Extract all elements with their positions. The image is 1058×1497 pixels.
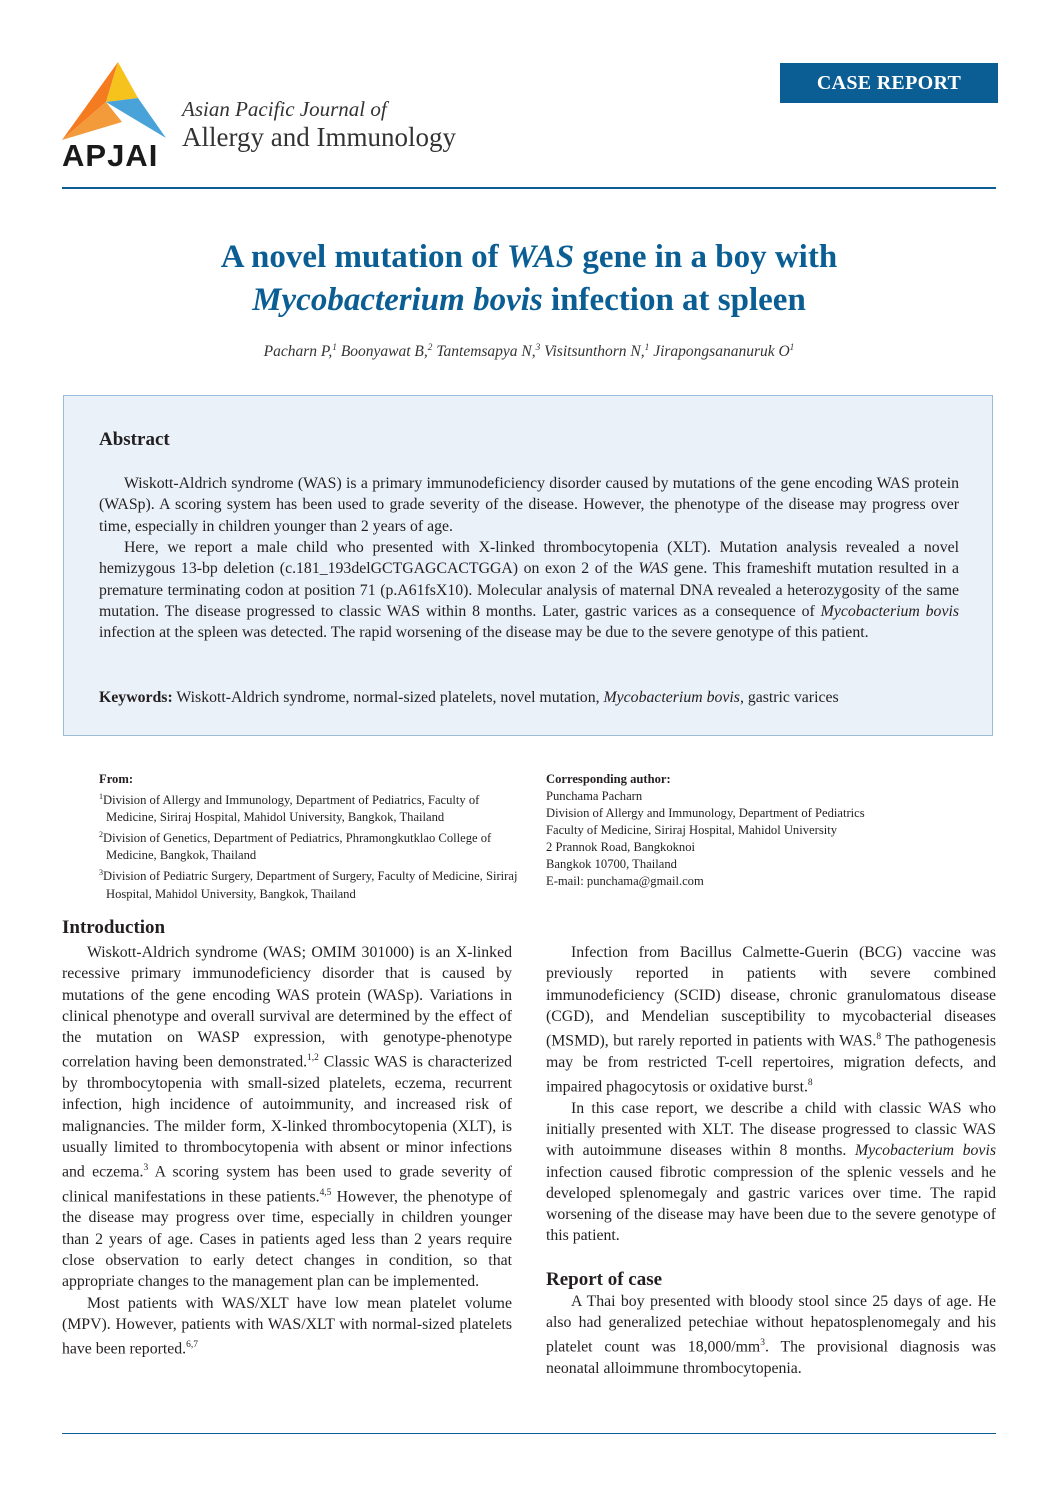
corresponding-line: Faculty of Medicine, Siriraj Hospital, Mahidol University xyxy=(546,823,838,837)
author: Pacharn P,$^1$ xyxy=(263,343,337,361)
body-paragraph: A Thai boy presented with bloody stool since 25 days of age. He also had generalized petechiae without hepatosplenomegaly and his platelet count was $18,000/mm^3$. The provisional diagnosis was neonatal alloimmune thrombocytopenia. xyxy=(546,1292,997,1377)
article-title xyxy=(62,236,996,322)
body-column-left xyxy=(62,942,512,1360)
abstract-paragraph: Wiskott-Aldrich syndrome (WAS) is a primary immunodeficiency disorder caused by mutations of the gene encoding WAS protein (WASp). A scoring system has been used to grade severity of the disease. However, the phenotype of the disease may progress over time, especially in children younger than 2 years of age. xyxy=(99,475,959,535)
body-paragraph: Wiskott-Aldrich syndrome (WAS; OMIM 301000) is an X-linked recessive primary immunodeficiency disorder that is caused by mutations of the gene encoding WAS protein (WASp). Variations in clinical phenotype and overall survival are determined by the effect of the mutation on WASP expression, with genotype-phenotype correlation having been demonstrated.$^{1,2}$ Classic WAS is characterized by thrombocytopenia with small-sized platelets, eczema, recurrent infection, high incidence of autoimmunity, and increased risk of malignancies. The milder form, X-linked thrombocytopenia (XLT), is usually limited to thrombocytopenia with absent or minor infections and eczema.$^3$ A scoring system has been used to grade severity of clinical manifestations in these patients.$^{4,5}$ However, the phenotype of the disease may progress over time, especially in children younger than 2 years of age. Cases in patients aged less than 2 years require close observation to early detect changes in condition, so that appropriate changes to the management plan can be implemented. xyxy=(62,944,512,1291)
corresponding-line: Bangkok 10700, Thailand xyxy=(546,857,677,871)
title-text: gene in a boy with xyxy=(574,239,838,275)
body-paragraph: Most patients with WAS/XLT have low mean platelet volume (MPV). However, patients with WAS/XLT with normal-sized platelets have been reported.$^{6,7}$ xyxy=(62,1294,512,1358)
section-heading-report-of-case: Report of case xyxy=(546,1268,663,1290)
corresponding-email[interactable]: E-mail: punchama@gmail.com xyxy=(546,874,704,888)
apjai-logo-icon xyxy=(62,62,166,142)
keywords: Keywords: Wiskott-Aldrich syndrome, normal-sized platelets, novel mutation, Mycobacterium bovis, gastric varices xyxy=(99,689,839,706)
corresponding-line: Division of Allergy and Immunology, Department of Pediatrics xyxy=(546,806,865,820)
affiliations-label: From: xyxy=(99,772,134,786)
affiliations xyxy=(99,771,519,903)
author: Boonyawat B,$^2$ xyxy=(340,343,433,361)
corresponding-line: 2 Prannok Road, Bangkoknoi xyxy=(546,840,696,854)
body-paragraph: In this case report, we describe a child with classic WAS who initially presented with XLT. The disease progressed to classic WAS with autoimmune diseases within 8 months. Mycobacterium bovis infection caused fibrotic compression of the splenic vessels and he developed splenomegaly and gastric varices over time. The rapid worsening of the disease may have been due to the severe genotype of this patient. xyxy=(546,1099,996,1245)
abstract-heading: Abstract xyxy=(99,429,170,450)
title-text: infection at spleen xyxy=(542,282,806,318)
title-text: A novel mutation of xyxy=(220,239,507,275)
title-gene-name: WAS xyxy=(506,239,575,275)
footer-divider xyxy=(62,1433,996,1434)
section-heading-introduction: Introduction xyxy=(62,917,166,938)
author-list xyxy=(62,343,996,361)
corresponding-author xyxy=(546,771,966,890)
affiliation: $^1$Division of Allergy and Immunology, Department of Pediatrics, Faculty of Medicine, Siriraj Hospital, Mahidol University, Bangkok, Thailand xyxy=(99,792,480,825)
body-column-right xyxy=(546,942,996,1379)
affiliation: $^2$Division of Genetics, Department of Pediatrics, Phramongkutklao College of Medicine, Bangkok, Thailand xyxy=(99,830,492,863)
logo-wordmark: APJAI xyxy=(62,138,159,173)
keywords-label: Keywords: xyxy=(99,689,173,706)
author: Visitsunthorn N,$^1$ xyxy=(544,343,650,361)
title-organism-name: Mycobacterium bovis xyxy=(252,282,543,318)
corresponding-author-label: Corresponding author: xyxy=(546,772,671,786)
corresponding-line: Punchama Pacharn xyxy=(546,789,643,803)
author: Tantemsapya N,$^3$ xyxy=(436,343,541,361)
journal-name-line1: Asian Pacific Journal of xyxy=(182,97,387,121)
body-paragraph: Infection from Bacillus Calmette-Guerin (BCG) vaccine was previously reported in patients with severe combined immunodeficiency (SCID) disease, chronic granulomatous disease (CGD), and Mendelian susceptibility to mycobacterial diseases (MSMD), but rarely reported in patients with WAS.$^8$ The pathogenesis may be from restricted T-cell repertoires, migration defects, and impaired phagocytosis or oxidative burst.$^8$ xyxy=(546,944,996,1096)
author: Jirapongsananuruk $O^1$ xyxy=(653,343,795,361)
header-divider xyxy=(62,187,996,189)
abstract-paragraph: Here, we report a male child who presented with X-linked thrombocytopenia (XLT). Mutation analysis revealed a novel hemizygous 13-bp deletion (c.181_193delGCTGAGCACTGGA) on exon 2 of the WAS gene. This frameshift mutation resulted in a premature terminating codon at position 71 (p.A61fsX10). Molecular analysis of maternal DNA revealed a heterozygosity of the same mutation. The disease progressed to classic WAS within 8 months. Later, gastric varices as a consequence of Mycobacterium bovis infection at the spleen was detected. The rapid worsening of the disease may be due to the severe genotype of this patient. xyxy=(99,539,959,642)
affiliation: $^3$Division of Pediatric Surgery, Department of Surgery, Faculty of Medicine, Siriraj Hospital, Mahidol University, Bangkok, Thailand xyxy=(99,868,518,901)
article-type-badge: CASE REPORT xyxy=(780,63,998,103)
journal-name-line2: Allergy and Immunology xyxy=(182,122,456,152)
